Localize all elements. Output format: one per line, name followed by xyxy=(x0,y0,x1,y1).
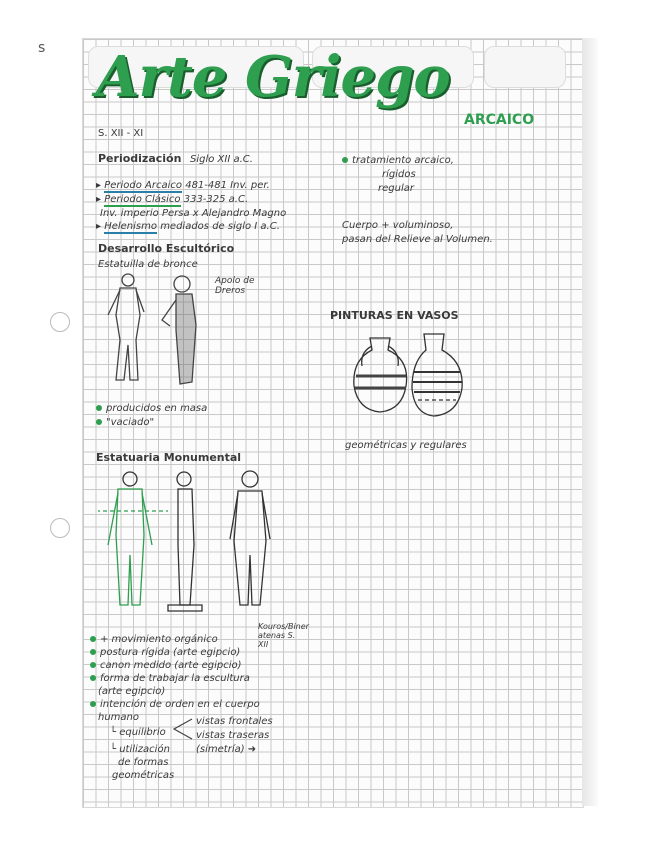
vistas-item: vistas traseras xyxy=(196,730,270,741)
estatuaria-bullet: forma de trabajar la escultura xyxy=(90,673,250,685)
estatuaria-bullet: canon medido (arte egipcio) xyxy=(90,660,242,672)
bullet-dot xyxy=(96,419,102,425)
apolo-caption: Apolo de Dreros xyxy=(215,276,255,297)
equilibrio-label: └ equilibrio xyxy=(110,727,166,738)
branch-icon xyxy=(172,716,194,742)
period-range: S. XII - XI xyxy=(98,128,144,139)
desarrollo-heading: Desarrollo Escultórico xyxy=(98,242,235,255)
bullet-dot xyxy=(90,636,96,642)
period-item xyxy=(100,208,286,220)
simetria-note: (simetría) ➜ xyxy=(196,744,257,755)
binder-hole xyxy=(50,312,70,332)
page-subtitle: ARCAICO xyxy=(464,112,535,128)
bullet-dot xyxy=(96,405,102,411)
vistas-item: vistas frontales xyxy=(196,716,273,727)
period-label: Periodo Arcaico xyxy=(104,180,183,191)
period-value: Inv. imperio Persa x Alejandro Magno xyxy=(100,208,287,219)
utilizacion-line: geométricas xyxy=(112,770,175,781)
bullet-dot xyxy=(90,662,96,668)
page-title: Arte Griego xyxy=(96,44,450,110)
bullet-dot xyxy=(90,675,96,681)
page-edge xyxy=(582,38,598,806)
period-label: Periodo Clásico xyxy=(104,194,181,205)
estatuaria-bullet: intención de orden en el cuerpo xyxy=(90,699,260,711)
tratamiento-body: Cuerpo + voluminoso, xyxy=(342,220,454,231)
period-item: ▸ Helenismo mediados de siglo I a.C. xyxy=(96,221,280,232)
header-tab xyxy=(484,46,566,88)
pinturas-heading: PINTURAS EN VASOS xyxy=(330,309,459,322)
desarrollo-bullet: "vaciado" xyxy=(96,417,154,429)
period-item: ▸ Periodo Clásico 333-325 a.C. xyxy=(96,194,249,205)
page-mark: s xyxy=(38,40,46,56)
utilizacion-line: └ utilización xyxy=(110,744,170,755)
greek-vases-sketch xyxy=(352,326,472,426)
bronze-statuette-sketch xyxy=(100,270,220,395)
period-label: Helenismo xyxy=(104,221,157,232)
kouros-sketch xyxy=(98,465,288,625)
desarrollo-bullet: producidos en masa xyxy=(96,403,207,415)
period-item: ▸ Periodo Arcaico 481-481 Inv. per. xyxy=(96,180,270,191)
desarrollo-sub: Estatuilla de bronce xyxy=(98,259,198,270)
period-value: 333-325 a.C. xyxy=(183,194,249,205)
bullet-dot xyxy=(90,649,96,655)
estatuaria-bullet: postura rígida (arte egipcio) xyxy=(90,647,240,659)
tratamiento-line: rígidos xyxy=(382,169,416,180)
period-value: mediados de siglo I a.C. xyxy=(160,221,280,232)
bullet-dot xyxy=(342,157,348,163)
kouros-caption: Kouros/Biner atenas S. XII xyxy=(258,622,309,650)
estatuaria-bullet: + movimiento orgánico xyxy=(90,634,218,646)
tratamiento-bullet: tratamiento arcaico, xyxy=(342,155,454,167)
periodizacion-note: Siglo XII a.C. xyxy=(190,154,253,165)
binder-hole xyxy=(50,518,70,538)
pinturas-caption: geométricas y regulares xyxy=(345,440,467,451)
estatuaria-line: (arte egipcio) xyxy=(98,686,166,697)
utilizacion-line: de formas xyxy=(118,757,169,768)
estatuaria-heading: Estatuaria Monumental xyxy=(96,451,242,464)
tratamiento-line: regular xyxy=(378,183,414,194)
estatuaria-line: humano xyxy=(98,712,140,723)
period-value: 481-481 Inv. per. xyxy=(185,180,270,191)
periodizacion-heading: Periodización xyxy=(98,152,182,165)
bullet-dot xyxy=(90,701,96,707)
tratamiento-body: pasan del Relieve al Volumen. xyxy=(342,234,493,245)
